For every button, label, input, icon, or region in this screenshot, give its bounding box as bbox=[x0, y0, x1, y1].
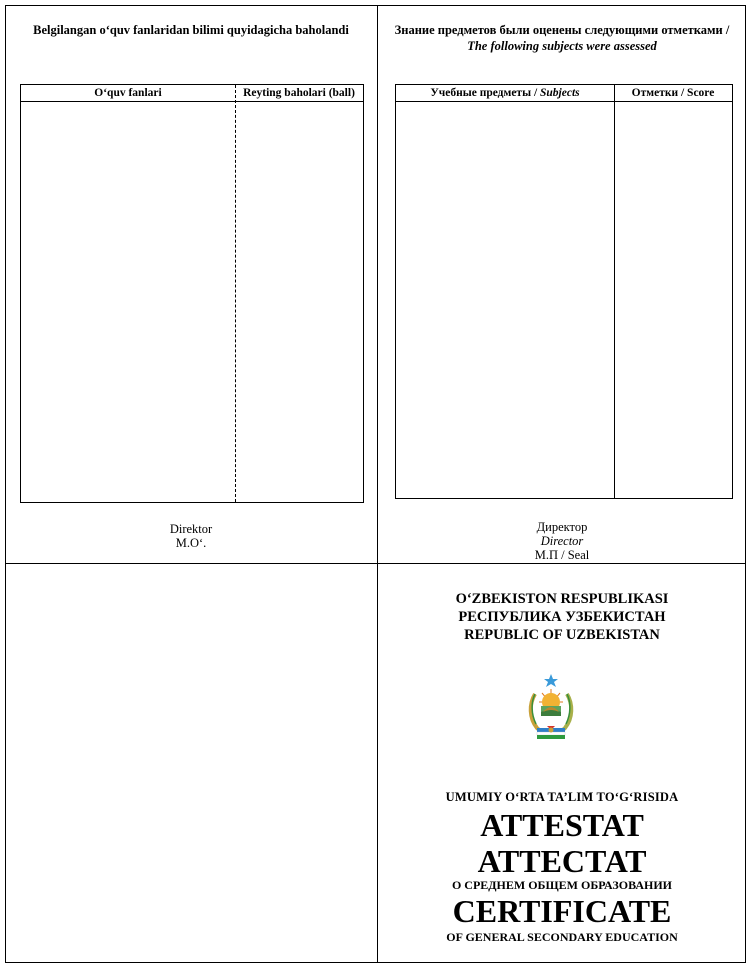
republic-heading bbox=[378, 590, 746, 644]
column-header-scores: Reyting baholari (ball) bbox=[243, 87, 355, 99]
right-signature-block bbox=[378, 520, 746, 562]
grades-table-header bbox=[396, 85, 732, 102]
column-divider bbox=[235, 85, 236, 502]
right-page-title-en: The following subjects were assessed bbox=[467, 39, 657, 53]
right-page-title bbox=[378, 22, 746, 54]
certificate-subtitle-uz: UMUMIY O‘RTA TA’LIM TO‘G‘RISIDA bbox=[445, 790, 679, 804]
certificate-subtitle-en: OF GENERAL SECONDARY EDUCATION bbox=[446, 930, 678, 944]
column-header-subjects-en: Subjects bbox=[540, 87, 580, 99]
republic-name-en: REPUBLIC OF UZBEKISTAN bbox=[464, 627, 660, 643]
state-emblem-icon bbox=[527, 672, 575, 746]
column-header-subjects: O‘quv fanlari bbox=[94, 87, 162, 99]
seal-label: M.O‘. bbox=[175, 536, 207, 550]
director-label-en: Director bbox=[540, 534, 584, 548]
right-page-title-ru: Знание предметов были оценены следующими отметками / bbox=[394, 23, 730, 37]
director-label: Direktor bbox=[169, 522, 213, 536]
grades-table-uz bbox=[20, 84, 364, 503]
left-page-title: Belgilangan o‘quv fanlaridan bilimi quyidagicha baholandi bbox=[33, 23, 349, 37]
certificate-title-uz: ATTESTAT bbox=[480, 807, 644, 843]
column-header-subjects-ru: Учебные предметы / bbox=[430, 87, 541, 99]
column-divider bbox=[614, 85, 615, 498]
grades-table-ru-en bbox=[395, 84, 733, 499]
left-signature-block bbox=[5, 522, 377, 550]
column-header-scores: Отметки / Score bbox=[631, 87, 715, 99]
certificate-title-ru: АТТЕСТАТ bbox=[477, 843, 647, 879]
republic-name-ru: РЕСПУБЛИКА УЗБЕКИСТАН bbox=[458, 609, 666, 625]
director-label-ru: Директор bbox=[536, 520, 588, 534]
certificate-subtitle-ru: О СРЕДНЕМ ОБЩЕМ ОБРАЗОВАНИИ bbox=[451, 878, 673, 892]
certificate-title-en: CERTIFICATE bbox=[452, 893, 672, 929]
fold-line-horizontal bbox=[5, 563, 746, 564]
column-header-subjects bbox=[396, 85, 614, 101]
grades-table-header bbox=[21, 85, 363, 102]
republic-name-uz: O‘ZBEKISTON RESPUBLIKASI bbox=[455, 591, 669, 607]
seal-label: М.П / Seal bbox=[534, 548, 590, 562]
